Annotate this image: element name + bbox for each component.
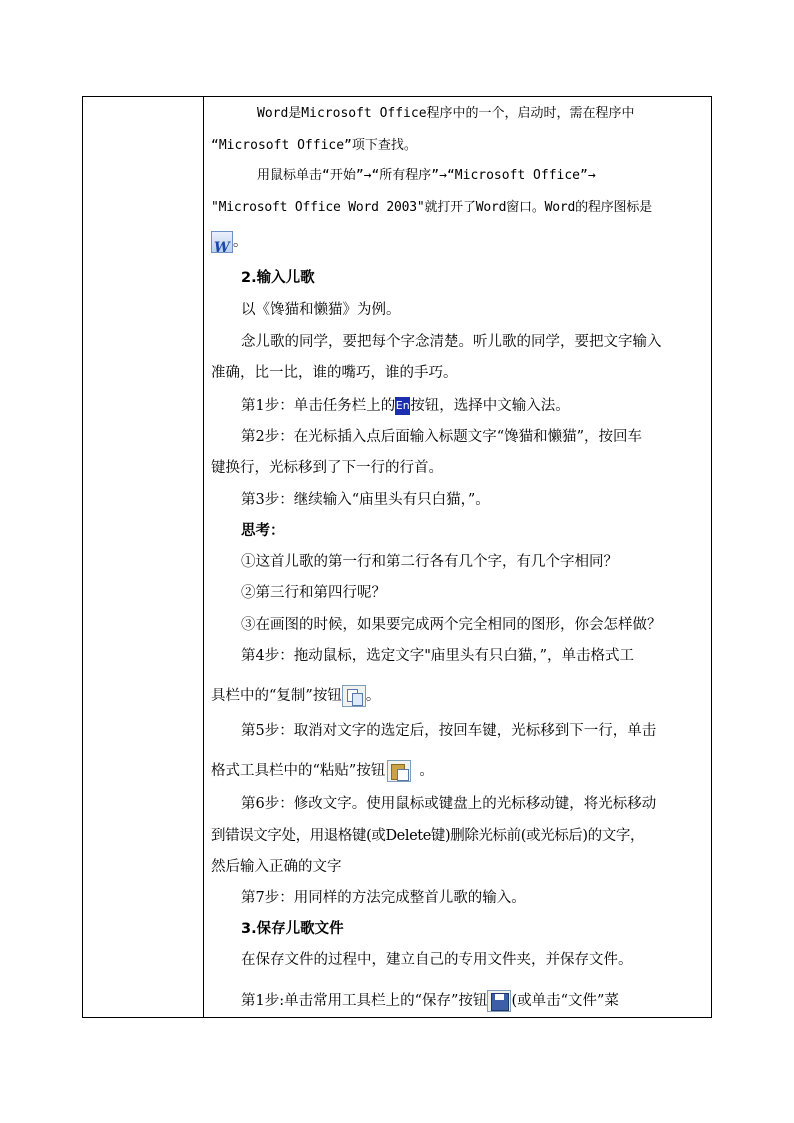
paragraph-line: 念儿歌的同学，要把每个字念清楚。听儿歌的同学，要把文字输入	[241, 334, 662, 350]
paragraph-line: "Microsoft Office Word 2003"就打开了Word窗口。Word的程序图标是	[211, 200, 652, 215]
line-text: 。	[365, 688, 381, 704]
paragraph-line: 到错误文字处，用退格键(或Delete键)删除光标前(或光标后)的文字，	[211, 828, 645, 844]
paragraph-line: 第4步：拖动鼠标，选定文字"庙里头有只白猫，”，单击格式工	[241, 648, 635, 664]
line-text: 。	[233, 234, 248, 250]
line-text: 按钮，选择中文输入法。	[410, 398, 570, 414]
paragraph-line	[211, 391, 708, 421]
paragraph-line: 以《馋猫和懒猫》为例。	[241, 302, 401, 318]
content-cell	[205, 97, 712, 1017]
paste-icon	[387, 760, 411, 782]
save-icon	[487, 990, 511, 1012]
section-heading: 3.保存儿歌文件	[241, 921, 344, 937]
line-text: 第1步：单击任务栏上的	[241, 398, 396, 414]
paragraph-line: 第6步：修改文字。使用鼠标或键盘上的光标移动键，将光标移动	[241, 796, 657, 812]
question-line: ②第三行和第四行呢？	[241, 585, 386, 601]
line-text: (或单击“文件”菜	[511, 993, 619, 1009]
paragraph-line: Word是Microsoft Office程序中的一个，启动时，需在程序中	[257, 106, 635, 121]
line-text: 。	[419, 763, 434, 779]
paragraph-line: 第2步：在光标插入点后面输入标题文字“馋猫和懒猫”，按回车	[241, 429, 643, 445]
section-heading: 2.输入儿歌	[241, 270, 315, 286]
word-program-icon: W	[211, 231, 233, 253]
think-heading: 思考：	[241, 523, 285, 539]
paragraph-line: 键换行，光标移到了下一行的行首。	[211, 460, 443, 476]
paragraph-line: 第3步：继续输入“庙里头有只白猫，”。	[241, 492, 490, 508]
paragraph-line: 然后输入正确的文字	[211, 859, 342, 875]
paragraph-line: “Microsoft Office”项下查找。	[211, 138, 417, 153]
left-column-cell	[83, 97, 204, 1017]
en-input-icon: En	[395, 397, 410, 415]
paragraph-line	[211, 986, 708, 1016]
line-text: 格式工具栏中的“粘贴”按钮	[211, 763, 386, 779]
line-text: 第1步:单击常用工具栏上的“保存”按钮	[241, 993, 488, 1009]
paragraph-line: 准确，比一比，谁的嘴巧，谁的手巧。	[211, 365, 458, 381]
paragraph-line: 在保存文件的过程中，建立自己的专用文件夹，并保存文件。	[241, 952, 633, 968]
paragraph-line	[211, 681, 708, 711]
question-line: ①这首儿歌的第一行和第二行各有几个字，有几个字相同？	[241, 554, 618, 570]
paragraph-line	[211, 756, 708, 786]
paragraph-line: 第7步：用同样的方法完成整首儿歌的输入。	[241, 890, 526, 906]
paragraph-line: 用鼠标单击“开始”→“所有程序”→“Microsoft Office”→	[257, 168, 596, 183]
paragraph-line: 第5步：取消对文字的选定后，按回车键，光标移到下一行，单击	[241, 723, 657, 739]
line-text: 具栏中的“复制”按钮	[211, 688, 342, 704]
question-line: ③在画图的时候，如果要完成两个完全相同的图形，你会怎样做？	[241, 617, 662, 633]
copy-icon	[342, 685, 366, 707]
paragraph-line	[211, 227, 708, 257]
document-table	[82, 96, 712, 1018]
